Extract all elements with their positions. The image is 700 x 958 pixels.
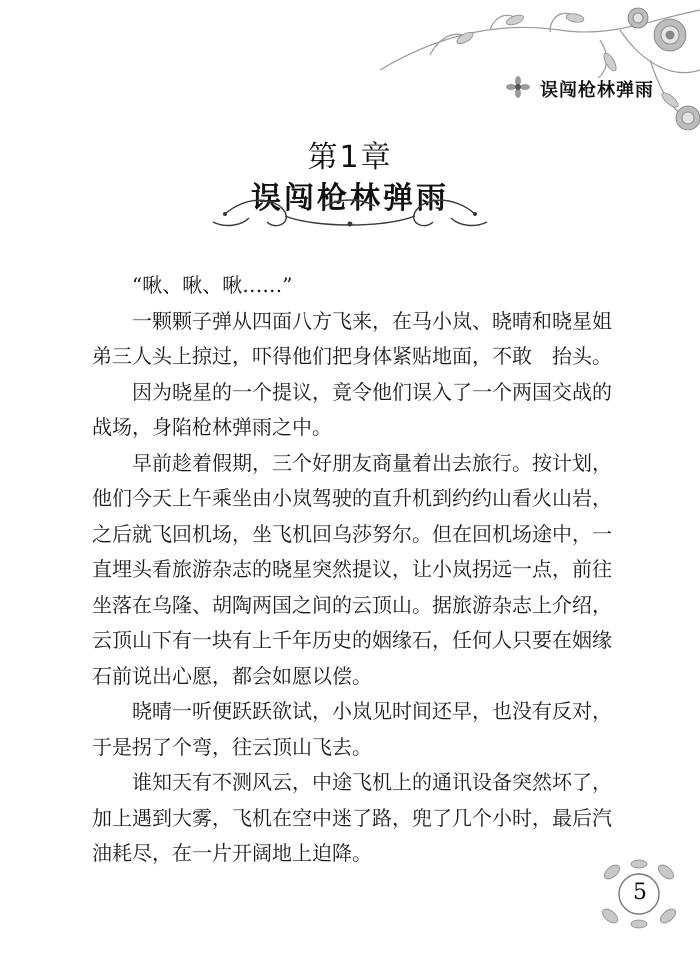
chapter-number: 第1章 [307,140,393,175]
floral-corner-icon [370,0,700,150]
paragraph: 早前趁着假期，三个好朋友商量着出去旅行。按计划，他们今天上午乘坐由小岚驾驶的直升机到约约山看火山岩，之后就飞回机场，坐飞机回乌莎努尔。但在回机场途中，一直埋头看旅游杂志的晓星突然提议，让小岚拐远一点，前往坐落在乌隆、胡陶两国之间的云顶山。据旅游杂志上介绍，云顶山下有一块有上千年历史的姻缘石，任何人只要在姻缘石前说出心愿，都会如愿以偿。 [92,450,612,688]
paragraph: 谁知天有不测风云，中途飞机上的通讯设备突然坏了，加上遇到大雾，飞机在空中迷了路，兜了几个小时，最后汽油耗尽，在一片开阔地上迫降。 [92,770,612,865]
scroll-flourish-icon [205,192,495,236]
flower-bullet-icon [506,76,530,98]
paragraph: 一颗颗子弹从四面八方飞来，在马小岚、晓晴和晓星姐弟三人头上掠过，吓得他们把身体紧贴地面，不敢 抬头。 [92,308,612,368]
chapter-title: 误闯枪林弹雨 [251,181,449,216]
body-text [92,268,612,872]
running-header: 误闯枪林弹雨 [540,80,654,101]
paragraph: “啾、啾、啾……” [132,273,293,297]
page-number: 5 [633,880,647,905]
paragraph: 晓晴一听便跃跃欲试，小岚见时间还早，也没有反对，于是拐了个弯，往云顶山飞去。 [92,699,612,759]
paragraph: 因为晓星的一个提议，竟令他们误入了一个两国交战的战场，身陷枪林弹雨之中。 [92,379,612,439]
